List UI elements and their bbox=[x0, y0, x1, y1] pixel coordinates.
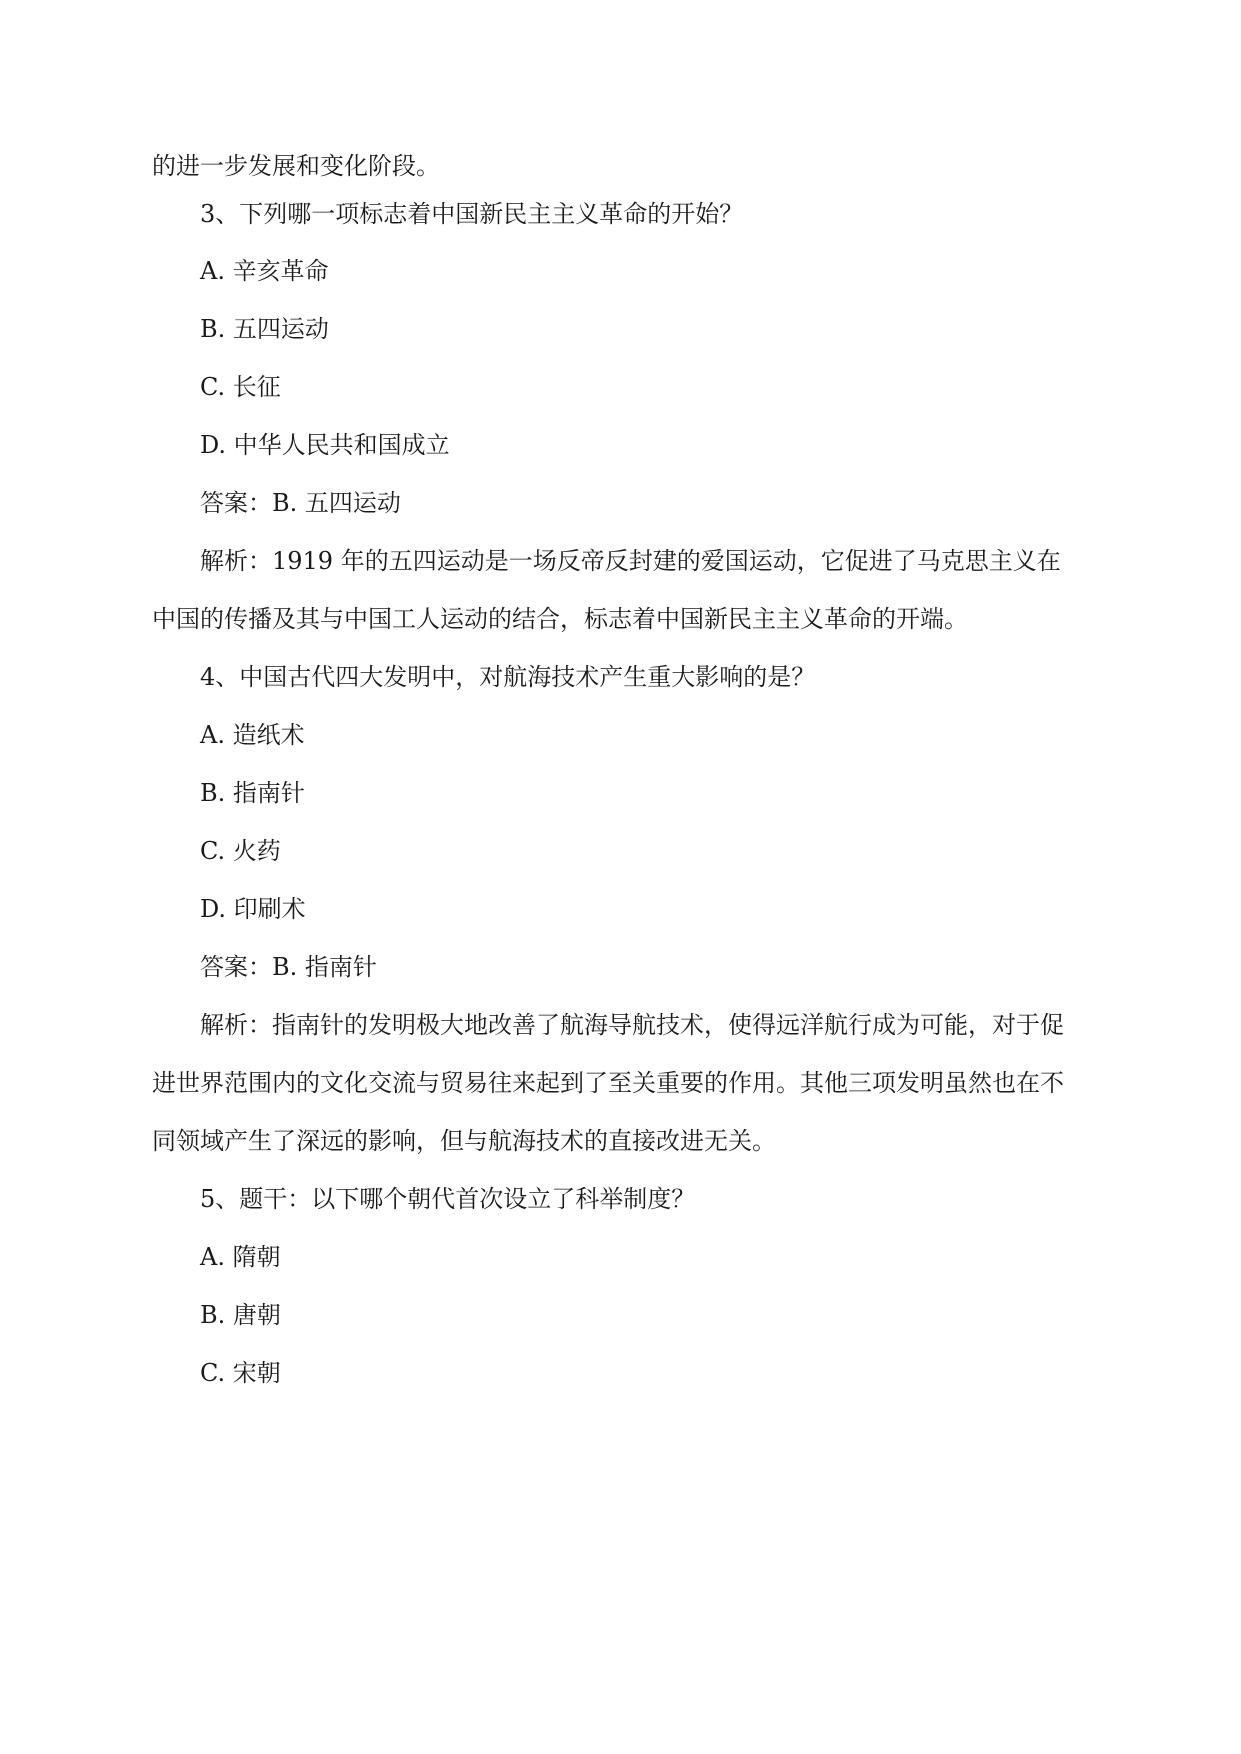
question-5-option-a: A. 隋朝 bbox=[200, 1243, 281, 1271]
question-4-explanation-line-2: 进世界范围内的文化交流与贸易往来起到了至关重要的作用。其他三项发明虽然也在不 bbox=[152, 1069, 1064, 1097]
question-3-explanation-line-1: 解析：1919 年的五四运动是一场反帝反封建的爱国运动，它促进了马克思主义在 bbox=[200, 547, 1061, 575]
question-3-option-d: D. 中华人民共和国成立 bbox=[200, 431, 450, 459]
question-5-option-c: C. 宋朝 bbox=[200, 1359, 281, 1387]
question-4-answer: 答案：B. 指南针 bbox=[200, 953, 377, 981]
text-line-continuation: 的进一步发展和变化阶段。 bbox=[152, 152, 440, 180]
question-3-option-a: A. 辛亥革命 bbox=[200, 257, 329, 285]
question-4-option-a: A. 造纸术 bbox=[200, 721, 305, 749]
question-4-explanation-line-3: 同领域产生了深远的影响，但与航海技术的直接改进无关。 bbox=[152, 1127, 776, 1155]
question-4-option-c: C. 火药 bbox=[200, 837, 281, 865]
question-5: 5、题干：以下哪个朝代首次设立了科举制度？ bbox=[200, 1185, 696, 1213]
question-3-option-b: B. 五四运动 bbox=[200, 315, 329, 343]
question-3-answer: 答案：B. 五四运动 bbox=[200, 489, 401, 517]
question-5-option-b: B. 唐朝 bbox=[200, 1301, 281, 1329]
question-4-option-b: B. 指南针 bbox=[200, 779, 305, 807]
question-4-explanation-line-1: 解析：指南针的发明极大地改善了航海导航技术，使得远洋航行成为可能，对于促 bbox=[200, 1011, 1064, 1039]
question-3: 3、下列哪一项标志着中国新民主主义革命的开始？ bbox=[200, 200, 744, 228]
question-3-option-c: C. 长征 bbox=[200, 373, 281, 401]
question-4-option-d: D. 印刷术 bbox=[200, 895, 306, 923]
question-4: 4、中国古代四大发明中，对航海技术产生重大影响的是？ bbox=[200, 663, 816, 691]
question-3-explanation-line-2: 中国的传播及其与中国工人运动的结合，标志着中国新民主主义革命的开端。 bbox=[152, 605, 968, 633]
